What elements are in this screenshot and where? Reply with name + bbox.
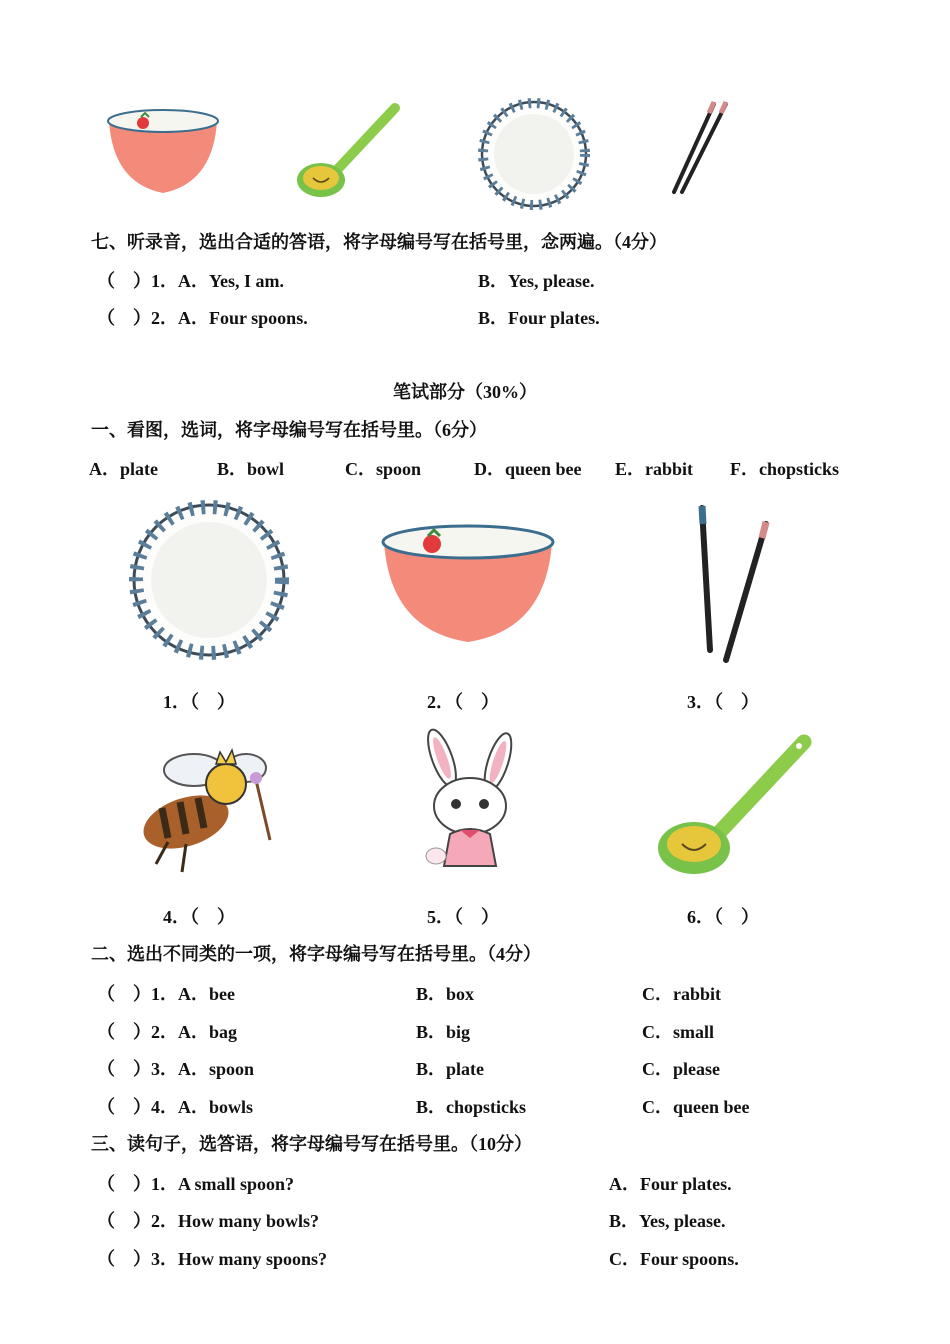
p3-answer-a: A．Four plates. — [609, 1174, 732, 1194]
p3-question-2: （ ）2．How many bowls? — [97, 1211, 320, 1231]
picture-label-3: 3．（ ） — [687, 692, 759, 712]
word-option-f: F．chopsticks — [730, 459, 840, 479]
word-option-d: D．queen bee — [474, 459, 582, 479]
bowl-image-large — [380, 520, 556, 646]
part-3-heading: 三、读句子，选答语，将字母编号写在括号里。（10分） — [91, 1134, 532, 1154]
part-1-heading: 一、看图，选词，将字母编号写在括号里。（6分） — [91, 420, 487, 440]
written-part-title: 笔试部分（30%） — [393, 382, 537, 402]
p2-row-1-b: B．box — [416, 984, 475, 1004]
p2-row-4-b: B．chopsticks — [416, 1097, 527, 1117]
p2-row-2-c: C．small — [642, 1022, 714, 1042]
p3-question-3: （ ）3．How many spoons? — [97, 1249, 328, 1269]
bowl-image — [105, 105, 221, 197]
word-option-c: C．spoon — [345, 459, 422, 479]
spoon-image-large — [656, 732, 814, 878]
word-option-a: A．plate — [89, 459, 158, 479]
p2-row-3-a: （ ）3．A．spoon — [97, 1059, 255, 1079]
picture-label-4: 4．（ ） — [163, 907, 235, 927]
picture-label-1: 1．（ ） — [163, 692, 235, 712]
p3-question-1: （ ）1．A small spoon? — [97, 1174, 295, 1194]
picture-label-2: 2．（ ） — [427, 692, 499, 712]
picture-label-6: 6．（ ） — [687, 907, 759, 927]
s7-question-1: （ ）1．A．Yes, I am. — [97, 271, 284, 291]
word-option-b: B．bowl — [217, 459, 285, 479]
s7-option-1b: B．Yes, please. — [478, 271, 595, 291]
chopsticks-image-large — [692, 504, 776, 664]
section-7-heading: 七、听录音，选出合适的答语，将字母编号写在括号里，念两遍。（4分） — [91, 232, 667, 252]
p2-row-2-b: B．big — [416, 1022, 471, 1042]
s7-question-2: （ ）2．A．Four spoons. — [97, 308, 308, 328]
p2-row-2-a: （ ）2．A．bag — [97, 1022, 238, 1042]
plate-image — [480, 100, 588, 208]
plate-image-large — [132, 503, 286, 657]
p2-row-4-a: （ ）4．A．bowls — [97, 1097, 254, 1117]
p3-answer-c: C．Four spoons. — [609, 1249, 739, 1269]
picture-label-5: 5．（ ） — [427, 907, 499, 927]
spoon-image — [295, 102, 403, 200]
p2-row-3-c: C．please — [642, 1059, 720, 1079]
queen-bee-image — [128, 738, 276, 878]
p2-row-3-b: B．plate — [416, 1059, 485, 1079]
p3-answer-b: B．Yes, please. — [609, 1211, 726, 1231]
p2-row-1-c: C．rabbit — [642, 984, 722, 1004]
p2-row-1-a: （ ）1．A．bee — [97, 984, 235, 1004]
p2-row-4-c: C．queen bee — [642, 1097, 750, 1117]
chopsticks-image — [668, 98, 734, 196]
part-2-heading: 二、选出不同类的一项，将字母编号写在括号里。（4分） — [91, 944, 541, 964]
word-option-e: E．rabbit — [615, 459, 694, 479]
s7-option-2b: B．Four plates. — [478, 308, 600, 328]
rabbit-image — [414, 728, 526, 884]
